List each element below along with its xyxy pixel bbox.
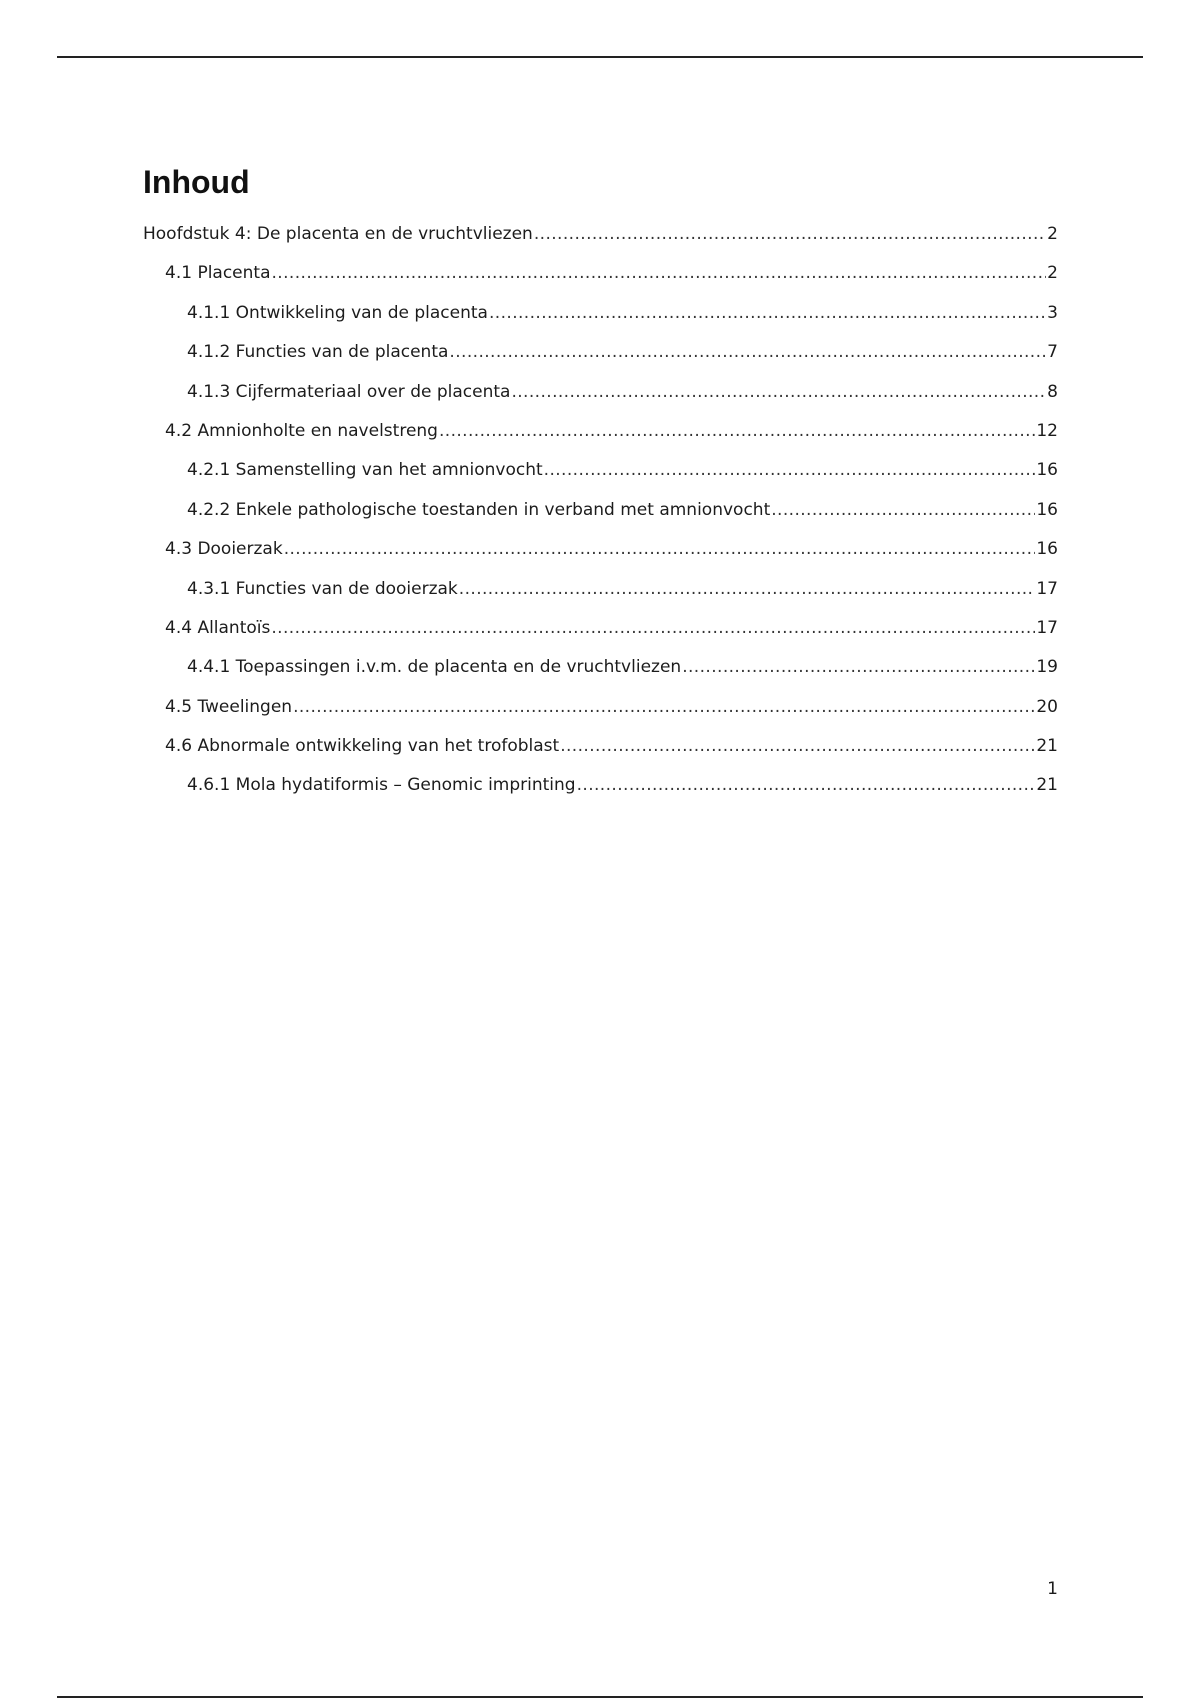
toc-entry-page[interactable]: 16 bbox=[1036, 460, 1058, 481]
toc-entry[interactable] bbox=[143, 216, 1058, 255]
toc-heading: Inhoud bbox=[143, 164, 250, 200]
toc-dot-leader bbox=[449, 334, 1046, 370]
toc-entry[interactable] bbox=[143, 610, 1058, 649]
footer-rule bbox=[57, 1696, 1143, 1698]
toc-entry-title[interactable]: 4.4.1 Toepassingen i.v.m. de placenta en de vruchtvliezen bbox=[187, 657, 682, 678]
toc-entry-title[interactable]: 4.1.3 Cijfermateriaal over de placenta bbox=[187, 381, 511, 402]
toc-dot-leader bbox=[771, 492, 1035, 528]
toc-entry-title[interactable]: Hoofdstuk 4: De placenta en de vruchtvliezen bbox=[143, 224, 533, 244]
toc-entry-title[interactable]: 4.4 Allantoïs bbox=[165, 617, 271, 638]
toc-entry[interactable] bbox=[143, 728, 1058, 767]
toc-dot-leader bbox=[439, 413, 1035, 449]
toc-entry-page[interactable]: 17 bbox=[1036, 578, 1058, 599]
toc-entry-title[interactable]: 4.6.1 Mola hydatiformis – Genomic imprinting bbox=[187, 775, 576, 796]
toc-entry-page[interactable]: 8 bbox=[1047, 381, 1058, 402]
toc-dot-leader bbox=[293, 689, 1035, 725]
toc-entry-page[interactable]: 2 bbox=[1047, 263, 1058, 284]
toc-entry[interactable] bbox=[143, 492, 1058, 531]
toc-dot-leader bbox=[272, 255, 1047, 291]
toc-entry[interactable] bbox=[143, 295, 1058, 334]
page-number: 1 bbox=[1047, 1579, 1058, 1599]
toc-dot-leader bbox=[284, 531, 1036, 567]
toc-entry[interactable] bbox=[143, 689, 1058, 728]
toc-entry-title[interactable]: 4.2 Amnionholte en navelstreng bbox=[165, 420, 438, 441]
toc-entry-title[interactable]: 4.5 Tweelingen bbox=[165, 696, 293, 717]
toc-dot-leader bbox=[682, 649, 1035, 685]
toc-entry[interactable] bbox=[143, 374, 1058, 413]
toc-entry-page[interactable]: 7 bbox=[1047, 342, 1058, 363]
toc-entry[interactable] bbox=[143, 413, 1058, 452]
toc-entry-title[interactable]: 4.2.1 Samenstelling van het amnionvocht bbox=[187, 460, 543, 481]
toc-entry-page[interactable]: 21 bbox=[1036, 775, 1058, 796]
toc-entry-page[interactable]: 12 bbox=[1036, 420, 1058, 441]
toc-dot-leader bbox=[560, 728, 1035, 764]
toc-entry-page[interactable]: 2 bbox=[1047, 224, 1058, 244]
toc-entry-page[interactable]: 16 bbox=[1036, 499, 1058, 520]
toc-dot-leader bbox=[489, 295, 1046, 331]
toc-entry[interactable] bbox=[143, 649, 1058, 688]
toc-entry-title[interactable]: 4.3 Dooierzak bbox=[165, 539, 283, 560]
toc-entry[interactable] bbox=[143, 334, 1058, 373]
toc-entry-title[interactable]: 4.2.2 Enkele pathologische toestanden in verband met amnionvocht bbox=[187, 499, 771, 520]
toc-entry[interactable] bbox=[143, 452, 1058, 491]
toc-dot-leader bbox=[271, 610, 1035, 646]
toc-entry-title[interactable]: 4.6 Abnormale ontwikkeling van het trofoblast bbox=[165, 736, 560, 757]
toc-entry[interactable] bbox=[143, 767, 1058, 806]
toc-entry-page[interactable]: 20 bbox=[1036, 696, 1058, 717]
toc-entry-title[interactable]: 4.1 Placenta bbox=[165, 263, 271, 284]
toc-entry[interactable] bbox=[143, 255, 1058, 294]
toc-entry[interactable] bbox=[143, 531, 1058, 570]
toc-entry-page[interactable]: 21 bbox=[1036, 736, 1058, 757]
toc-entry-page[interactable]: 16 bbox=[1036, 539, 1058, 560]
toc-entry-page[interactable]: 17 bbox=[1036, 617, 1058, 638]
toc-dot-leader bbox=[459, 571, 1036, 607]
header-rule bbox=[57, 56, 1143, 58]
toc-dot-leader bbox=[511, 374, 1046, 410]
toc-dot-leader bbox=[577, 767, 1036, 803]
toc-entry[interactable] bbox=[143, 571, 1058, 610]
toc-entry-page[interactable]: 19 bbox=[1036, 657, 1058, 678]
toc-entry-title[interactable]: 4.1.1 Ontwikkeling van de placenta bbox=[187, 302, 488, 323]
toc-entry-title[interactable]: 4.3.1 Functies van de dooierzak bbox=[187, 578, 458, 599]
table-of-contents bbox=[143, 216, 1058, 807]
toc-dot-leader bbox=[534, 216, 1046, 252]
toc-dot-leader bbox=[544, 452, 1036, 488]
toc-entry-title[interactable]: 4.1.2 Functies van de placenta bbox=[187, 342, 449, 363]
toc-entry-page[interactable]: 3 bbox=[1047, 302, 1058, 323]
